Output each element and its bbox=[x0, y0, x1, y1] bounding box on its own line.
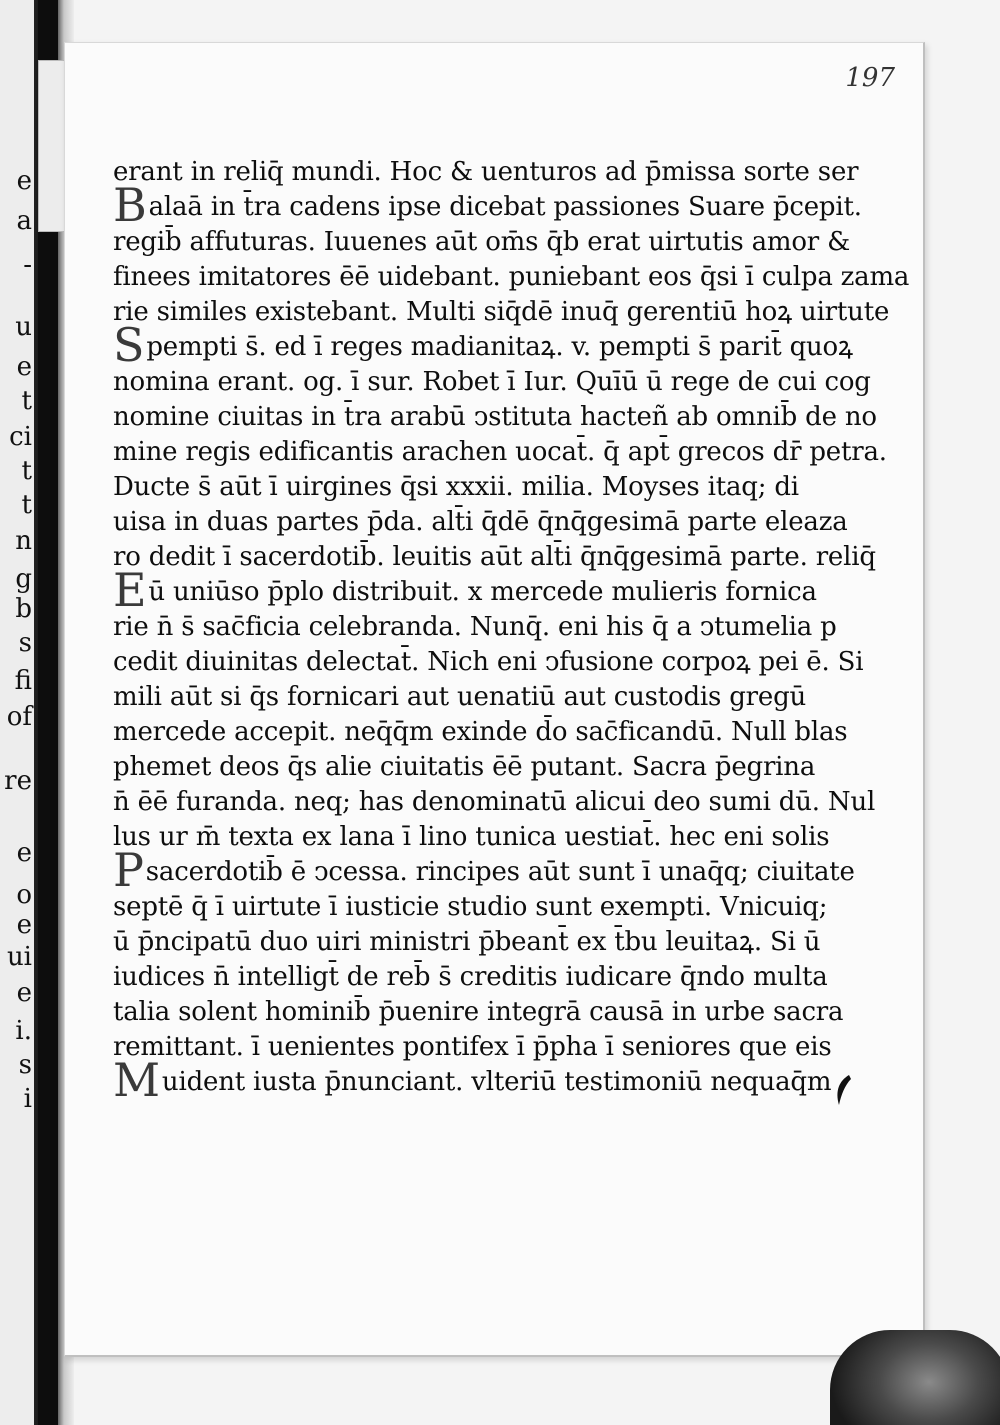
line-text: phemet deos q̄s alie ciuitatis ēē putant. Sacra p̄egrina bbox=[113, 752, 816, 782]
verso-fragment: a bbox=[16, 206, 32, 236]
verso-fragment: i. bbox=[15, 1016, 32, 1046]
verso-fragment: u bbox=[15, 312, 32, 342]
thumb-holding-page bbox=[830, 1330, 1000, 1425]
manuscript-line bbox=[113, 785, 876, 820]
line-text: lus ur m̄ texta ex lana ī lino tunica uestiat̄. hec eni solis bbox=[113, 822, 830, 852]
verso-fragment: b bbox=[15, 594, 32, 624]
line-text: mine regis edificantis arachen uocat̄. q̄ apt̄ grecos dr̄ petra. bbox=[113, 437, 887, 467]
verso-fragment: re bbox=[4, 766, 32, 796]
manuscript-line bbox=[113, 610, 837, 645]
manuscript-line bbox=[113, 1030, 832, 1065]
verso-fragment: s bbox=[18, 628, 32, 658]
decorated-initial: S bbox=[113, 318, 145, 372]
manuscript-line bbox=[113, 225, 851, 260]
verso-fragment: e bbox=[16, 910, 32, 940]
manuscript-line bbox=[113, 505, 848, 540]
manuscript-line bbox=[113, 995, 844, 1030]
manuscript-line bbox=[113, 820, 830, 855]
line-text: Ducte s̄ aūt ī uirgines q̄si xxxii. milia. Moyses itaq; di bbox=[113, 472, 799, 502]
line-text: ū p̄ncipatū duo uiri ministri p̄beant̄ ex t̄bu leuitaꝝ. Si ū bbox=[113, 927, 821, 957]
line-text: iudices n̄ intelligt̄ de reb̄ s̄ creditis iudicare q̄ndo multa bbox=[113, 962, 828, 992]
verso-fragment: - bbox=[23, 250, 32, 280]
line-text: regib̄ affuturas. Iuuenes aūt om̄s q̄b erat uirtutis amor & bbox=[113, 227, 851, 257]
verso-fragment: t bbox=[21, 386, 32, 416]
manuscript-line bbox=[113, 960, 828, 995]
line-text: rie similes existebant. Multi siq̄dē inuq̄ gerentiū hoꝝ uirtute bbox=[113, 297, 890, 327]
folio-number: 197 bbox=[845, 63, 895, 93]
manuscript-line bbox=[113, 715, 848, 750]
line-text: remittant. ī uenientes pontifex ī p̄pha ī seniores que eis bbox=[113, 1032, 832, 1062]
verso-fragment: n bbox=[15, 526, 32, 556]
manuscript-line bbox=[113, 295, 890, 330]
manuscript-line bbox=[113, 925, 821, 960]
marginal-mark-icon bbox=[831, 1073, 853, 1107]
verso-fragment: g bbox=[15, 564, 32, 594]
facing-page-fragment bbox=[0, 0, 36, 1425]
line-text: uisa in duas partes p̄da. alt̄i q̄dē q̄nq̄gesimā parte eleaza bbox=[113, 507, 848, 537]
verso-fragment: t bbox=[21, 456, 32, 486]
line-text: erant in reliq̄ mundi. Hoc & uenturos ad p̄missa sorte ser bbox=[113, 157, 859, 187]
manuscript-line bbox=[113, 435, 887, 470]
line-text: nomina erant. og. ī sur. Robet ī Iur. Quīū ū rege de cui cog bbox=[113, 367, 871, 397]
manuscript-line bbox=[113, 645, 864, 680]
verso-fragment: of bbox=[6, 702, 32, 732]
manuscript-line bbox=[113, 890, 828, 925]
manuscript-line bbox=[113, 318, 853, 372]
line-text: mercede accepit. neq̄q̄m exinde d̄o sac̄ficandū. Null blas bbox=[113, 717, 848, 747]
manuscript-text bbox=[113, 155, 910, 1107]
decorated-initial: B bbox=[113, 178, 147, 232]
decorated-initial: E bbox=[113, 563, 147, 617]
manuscript-line bbox=[113, 680, 813, 715]
verso-fragment: o bbox=[16, 880, 32, 910]
line-text: n̄ ēē furanda. neq; has denominatū alicui deo sumi dū. Nul bbox=[113, 787, 876, 817]
verso-fragment: s bbox=[18, 1050, 32, 1080]
manuscript-line bbox=[113, 365, 871, 400]
line-text: ū uniūso p̄plo distribuit. x mercede mulieris fornica bbox=[148, 577, 817, 607]
manuscript-line bbox=[113, 155, 859, 190]
line-text: talia solent hominib̄ p̄uenire integrā causā in urbe sacra bbox=[113, 997, 844, 1027]
line-text: cedit diuinitas delectat̄. Nich eni ↄfusione corpoꝝ pei ē. Si bbox=[113, 647, 864, 677]
line-text: alaā in t̄ra cadens ipse dicebat passiones Suare p̄cepit. bbox=[148, 192, 862, 222]
verso-fragment: e bbox=[16, 978, 32, 1008]
verso-fragment: ui bbox=[6, 942, 32, 972]
verso-fragment: e bbox=[16, 166, 32, 196]
line-text: mili aūt si q̄s fornicari aut uenatiū aut custodis gregū bbox=[113, 682, 807, 712]
manuscript-line bbox=[113, 400, 877, 435]
line-text: septē q̄ ī uirtute ī iusticie studio sunt exempti. Vnicuiq; bbox=[113, 892, 828, 922]
verso-fragment: t bbox=[21, 490, 32, 520]
verso-fragment: e bbox=[16, 838, 32, 868]
line-text: rie n̄ s̄ sac̄ficia celebranda. Nunq̄. eni his q̄ a ↄtumelia p bbox=[113, 612, 837, 642]
folio-page bbox=[64, 42, 925, 1357]
verso-fragment: fi bbox=[14, 666, 32, 696]
verso-fragment: i bbox=[23, 1084, 32, 1114]
verso-fragment: e bbox=[16, 352, 32, 382]
manuscript-line bbox=[113, 260, 910, 295]
manuscript-line bbox=[113, 178, 862, 232]
verso-fragment: ci bbox=[9, 422, 32, 452]
line-text: uident iusta p̄nunciant. vlteriū testimoniū nequaq̄m bbox=[161, 1067, 832, 1097]
line-text: ro dedit ī sacerdotib̄. leuitis aūt alt̄i q̄nq̄gesimā parte. reliq̄ bbox=[113, 542, 876, 572]
line-text: pempti s̄. ed ī reges madianitaꝝ. v. pempti s̄ parit̄ quoꝝ bbox=[146, 332, 853, 362]
manuscript-line bbox=[113, 470, 813, 505]
decorated-initial: P bbox=[113, 843, 144, 897]
manuscript-line bbox=[113, 540, 876, 575]
line-text: nomine ciuitas in t̄ra arabū ↄstituta hacteñ ab omnib̄ de no bbox=[113, 402, 877, 432]
manuscript-line bbox=[113, 1053, 832, 1107]
line-text: finees imitatores ēē uidebant. puniebant eos q̄si ī culpa zama bbox=[113, 262, 910, 292]
manuscript-line bbox=[113, 563, 817, 617]
line-text: sacerdotib̄ ē ↄcessa. rincipes aūt sunt ī unaq̄q; ciuitate bbox=[145, 857, 855, 887]
manuscript-line bbox=[113, 843, 855, 897]
manuscript-line bbox=[113, 750, 816, 785]
decorated-initial: M bbox=[113, 1053, 160, 1107]
